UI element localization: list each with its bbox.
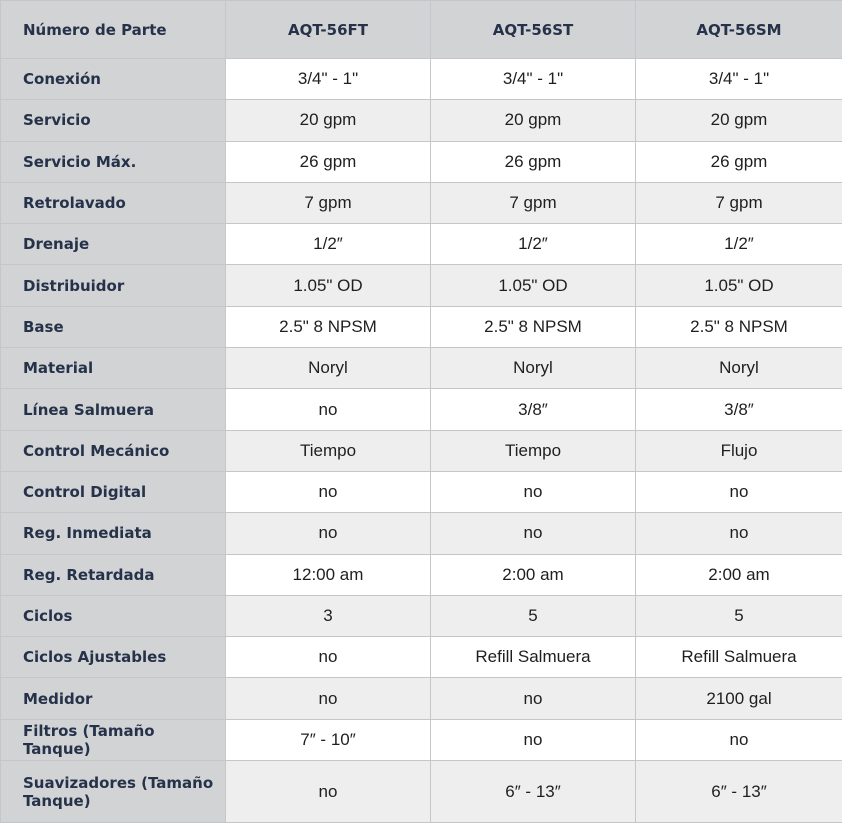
table-row — [1, 141, 842, 182]
table-row — [1, 224, 842, 265]
model-header-aqt-56ft: AQT-56FT — [226, 1, 431, 59]
table-cell: no — [431, 678, 636, 719]
table-cell: no — [226, 761, 431, 823]
row-label: Material — [1, 348, 226, 389]
table-cell: 3/8″ — [636, 389, 842, 430]
row-label: Servicio Máx. — [1, 141, 226, 182]
table-cell: 3/4" - 1" — [226, 59, 431, 100]
table-cell: 26 gpm — [636, 141, 842, 182]
table-cell: Tiempo — [226, 430, 431, 471]
table-cell: 2.5" 8 NPSM — [431, 306, 636, 347]
table-cell: 7″ - 10″ — [226, 719, 431, 760]
row-label: Servicio — [1, 100, 226, 141]
row-label: Base — [1, 306, 226, 347]
table-cell: 2:00 am — [636, 554, 842, 595]
model-header-aqt-56sm: AQT-56SM — [636, 1, 842, 59]
table-cell: 7 gpm — [226, 182, 431, 223]
table-row — [1, 100, 842, 141]
table-cell: 2.5" 8 NPSM — [636, 306, 842, 347]
table-header — [1, 1, 842, 59]
table-row — [1, 513, 842, 554]
table-cell: 6″ - 13″ — [431, 761, 636, 823]
table-row — [1, 719, 842, 760]
row-label: Reg. Inmediata — [1, 513, 226, 554]
row-label: Drenaje — [1, 224, 226, 265]
table-cell: 12:00 am — [226, 554, 431, 595]
row-label: Ciclos — [1, 595, 226, 636]
table-cell: 3 — [226, 595, 431, 636]
table-cell: no — [226, 637, 431, 678]
table-cell: Flujo — [636, 430, 842, 471]
table-cell: 1/2″ — [636, 224, 842, 265]
table-cell: no — [431, 471, 636, 512]
table-cell: Noryl — [431, 348, 636, 389]
part-number-header: Número de Parte — [1, 1, 226, 59]
table-cell: no — [636, 471, 842, 512]
row-label: Medidor — [1, 678, 226, 719]
table-cell: 26 gpm — [431, 141, 636, 182]
row-label: Reg. Retardada — [1, 554, 226, 595]
table-cell: Noryl — [226, 348, 431, 389]
row-label: Conexión — [1, 59, 226, 100]
table-cell: Refill Salmuera — [636, 637, 842, 678]
row-label: Retrolavado — [1, 182, 226, 223]
table-cell: no — [226, 389, 431, 430]
table-cell: 1/2″ — [431, 224, 636, 265]
row-label: Línea Salmuera — [1, 389, 226, 430]
table-cell: 2:00 am — [431, 554, 636, 595]
row-label: Control Mecánico — [1, 430, 226, 471]
table-row — [1, 595, 842, 636]
table-cell: 3/4" - 1" — [431, 59, 636, 100]
table-row — [1, 430, 842, 471]
header-row — [1, 1, 842, 59]
table-cell: 6″ - 13″ — [636, 761, 842, 823]
table-row — [1, 761, 842, 823]
table-cell: 20 gpm — [431, 100, 636, 141]
row-label: Suavizadores (Tamaño Tanque) — [1, 761, 226, 823]
row-label: Filtros (Tamaño Tanque) — [1, 719, 226, 760]
row-label: Distribuidor — [1, 265, 226, 306]
table-cell: 7 gpm — [636, 182, 842, 223]
table-cell: 5 — [636, 595, 842, 636]
table-row — [1, 182, 842, 223]
table-cell: Noryl — [636, 348, 842, 389]
table-cell: Refill Salmuera — [431, 637, 636, 678]
table-cell: no — [226, 471, 431, 512]
table-body — [1, 59, 842, 823]
row-label: Ciclos Ajustables — [1, 637, 226, 678]
table-row — [1, 306, 842, 347]
table-cell: no — [636, 513, 842, 554]
table-cell: 1.05" OD — [431, 265, 636, 306]
table-cell: Tiempo — [431, 430, 636, 471]
table-cell: 1.05" OD — [636, 265, 842, 306]
table-cell: 7 gpm — [431, 182, 636, 223]
table-cell: 20 gpm — [226, 100, 431, 141]
table-row — [1, 678, 842, 719]
table-cell: 26 gpm — [226, 141, 431, 182]
table-row — [1, 389, 842, 430]
table-cell: 3/4" - 1" — [636, 59, 842, 100]
table-row — [1, 265, 842, 306]
table-row — [1, 348, 842, 389]
table-row — [1, 554, 842, 595]
table-cell: no — [431, 719, 636, 760]
table-row — [1, 471, 842, 512]
table-cell: 1/2″ — [226, 224, 431, 265]
table-cell: no — [431, 513, 636, 554]
table-cell: no — [226, 513, 431, 554]
table-row — [1, 637, 842, 678]
table-cell: 1.05" OD — [226, 265, 431, 306]
table-cell: 5 — [431, 595, 636, 636]
table-cell: 3/8″ — [431, 389, 636, 430]
table-cell: no — [636, 719, 842, 760]
table-cell: 2.5" 8 NPSM — [226, 306, 431, 347]
table-cell: 20 gpm — [636, 100, 842, 141]
row-label: Control Digital — [1, 471, 226, 512]
table-cell: no — [226, 678, 431, 719]
model-header-aqt-56st: AQT-56ST — [431, 1, 636, 59]
table-cell: 2100 gal — [636, 678, 842, 719]
table-row — [1, 59, 842, 100]
